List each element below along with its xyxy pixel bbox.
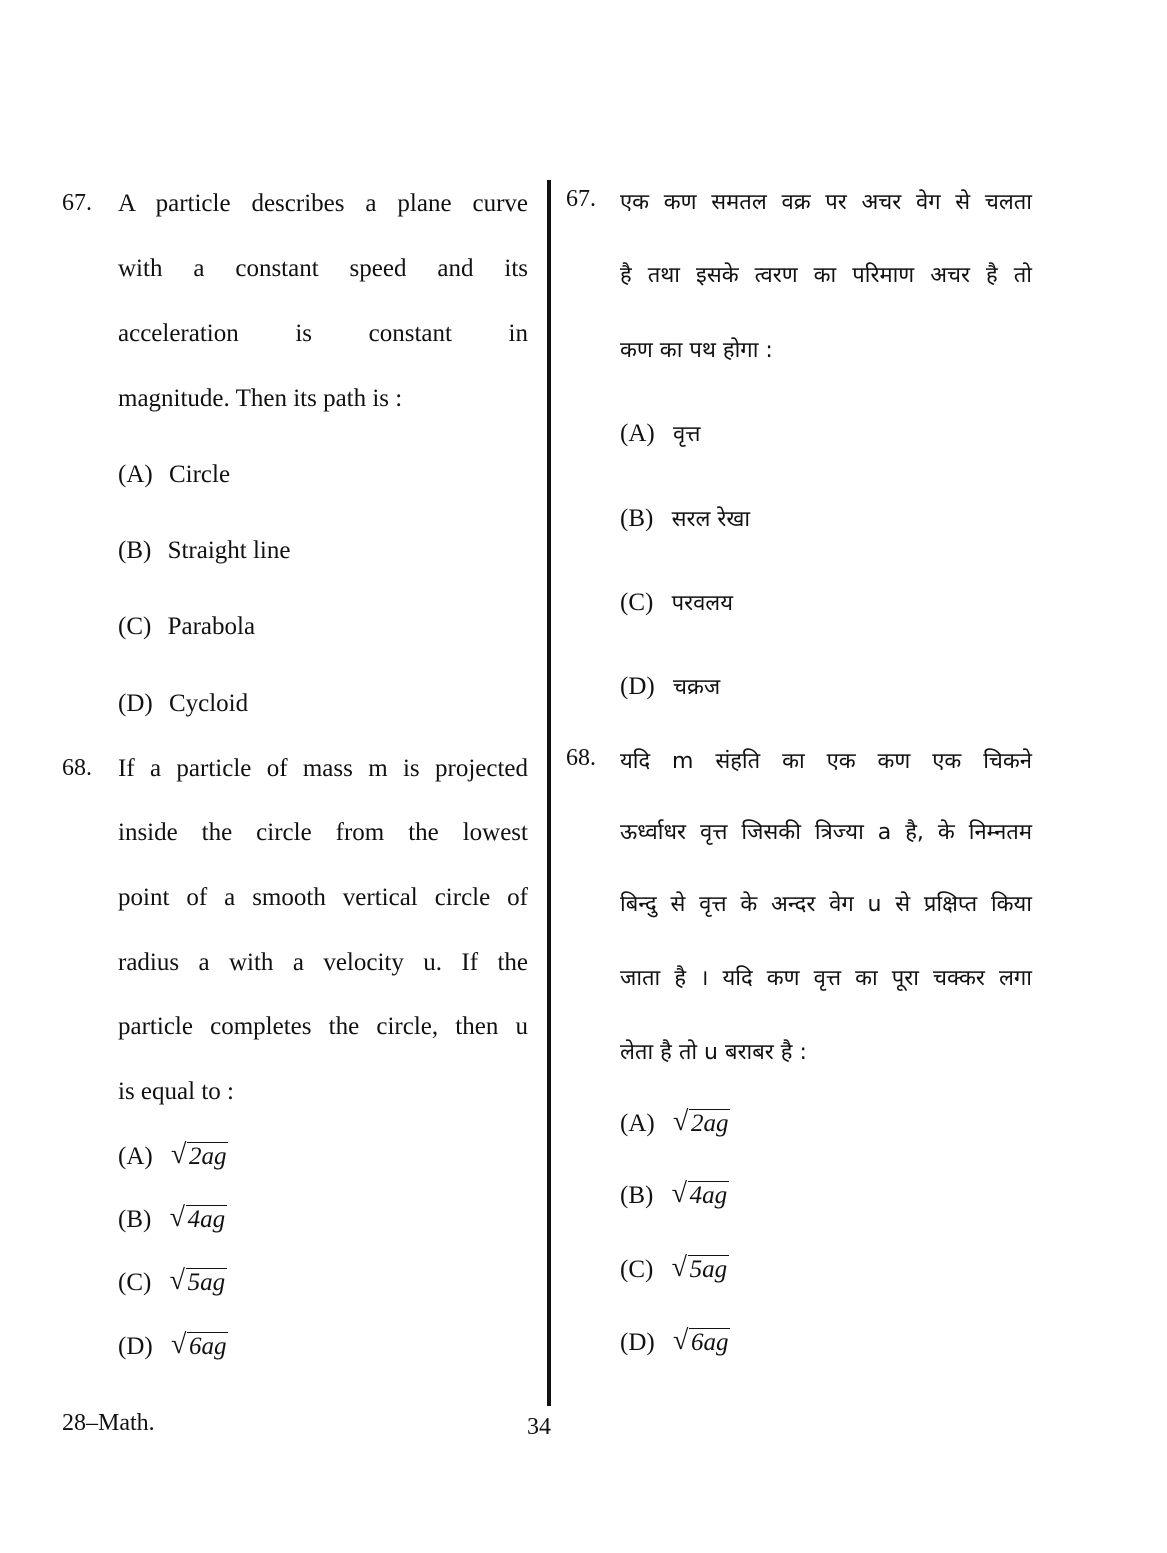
page-number: 34 — [527, 1414, 551, 1440]
option-67d-hi[interactable]: (D) चक्रज — [620, 673, 721, 700]
option-68b-en[interactable]: (B) √ 4ag — [118, 1202, 226, 1233]
option-68a-en[interactable]: (A) √ 2ag — [118, 1139, 227, 1170]
option-67a-hi[interactable]: (A) वृत्त — [620, 420, 701, 447]
question-67-line-3-hi: कण का पथ होगा : — [620, 338, 773, 363]
sqrt-expression: √ 4ag — [671, 1178, 728, 1209]
question-68-number-en: 68. — [62, 755, 92, 781]
question-68-line-5-en: particle completes the circle, then u — [118, 1013, 528, 1040]
question-67-line-1-en: A particle describes a plane curve — [118, 190, 528, 217]
question-68-line-5-hi: लेता है तो u बराबर है : — [620, 1040, 807, 1065]
question-67-line-2-hi: है तथा इसके त्वरण का परिमाण अचर है तो — [620, 263, 1032, 288]
question-68-line-3-en: point of a smooth vertical circle of — [118, 884, 528, 911]
option-67b-hi[interactable]: (B) सरल रेखा — [620, 505, 751, 532]
question-68-line-3-hi: बिन्दु से वृत्त के अन्दर वेग u से प्रक्षिप्त किया — [620, 892, 1032, 917]
column-divider — [547, 180, 551, 1406]
sqrt-expression: √ 6ag — [170, 1329, 227, 1360]
option-68b-hi[interactable]: (B) √ 4ag — [620, 1178, 728, 1209]
question-68-line-4-en: radius a with a velocity u. If the — [118, 949, 528, 976]
option-67c-en[interactable]: (C) Parabola — [118, 613, 256, 640]
question-67-number-en: 67. — [62, 190, 92, 216]
sqrt-expression: √ 5ag — [169, 1265, 226, 1296]
sqrt-expression: √ 2ag — [672, 1106, 729, 1137]
option-68c-en[interactable]: (C) √ 5ag — [118, 1265, 226, 1296]
paper-code: 28–Math. — [62, 1410, 155, 1436]
question-67-number-hi: 67. — [566, 186, 596, 212]
question-67-line-4-en: magnitude. Then its path is : — [118, 385, 403, 412]
question-68-line-2-en: inside the circle from the lowest — [118, 819, 528, 846]
sqrt-expression: √ 5ag — [671, 1252, 728, 1283]
question-68-line-4-hi: जाता है । यदि कण वृत्त का पूरा चक्कर लगा — [620, 966, 1032, 991]
question-68-line-1-hi: यदि m संहति का एक कण एक चिकने — [620, 749, 1032, 774]
option-67c-hi[interactable]: (C) परवलय — [620, 589, 733, 616]
question-68-line-6-en: is equal to : — [118, 1078, 234, 1105]
option-67b-en[interactable]: (B) Straight line — [118, 537, 291, 564]
option-68d-en[interactable]: (D) √ 6ag — [118, 1329, 227, 1360]
question-68-line-1-en: If a particle of mass m is projected — [118, 755, 528, 782]
option-68c-hi[interactable]: (C) √ 5ag — [620, 1252, 728, 1283]
question-67-line-1-hi: एक कण समतल वक्र पर अचर वेग से चलता — [620, 190, 1032, 215]
option-67a-en[interactable]: (A) Circle — [118, 461, 231, 488]
option-68a-hi[interactable]: (A) √ 2ag — [620, 1106, 729, 1137]
question-68-line-2-hi: ऊर्ध्वाधर वृत्त जिसकी त्रिज्या a है, के निम्नतम — [620, 820, 1032, 845]
sqrt-expression: √ 2ag — [170, 1139, 227, 1170]
sqrt-expression: √ 6ag — [672, 1325, 729, 1356]
option-67d-en[interactable]: (D) Cycloid — [118, 690, 249, 717]
question-68-number-hi: 68. — [566, 745, 596, 771]
question-67-line-2-en: with a constant speed and its — [118, 255, 528, 282]
option-68d-hi[interactable]: (D) √ 6ag — [620, 1325, 729, 1356]
sqrt-expression: √ 4ag — [169, 1202, 226, 1233]
question-67-line-3-en: acceleration is constant in — [118, 320, 528, 347]
